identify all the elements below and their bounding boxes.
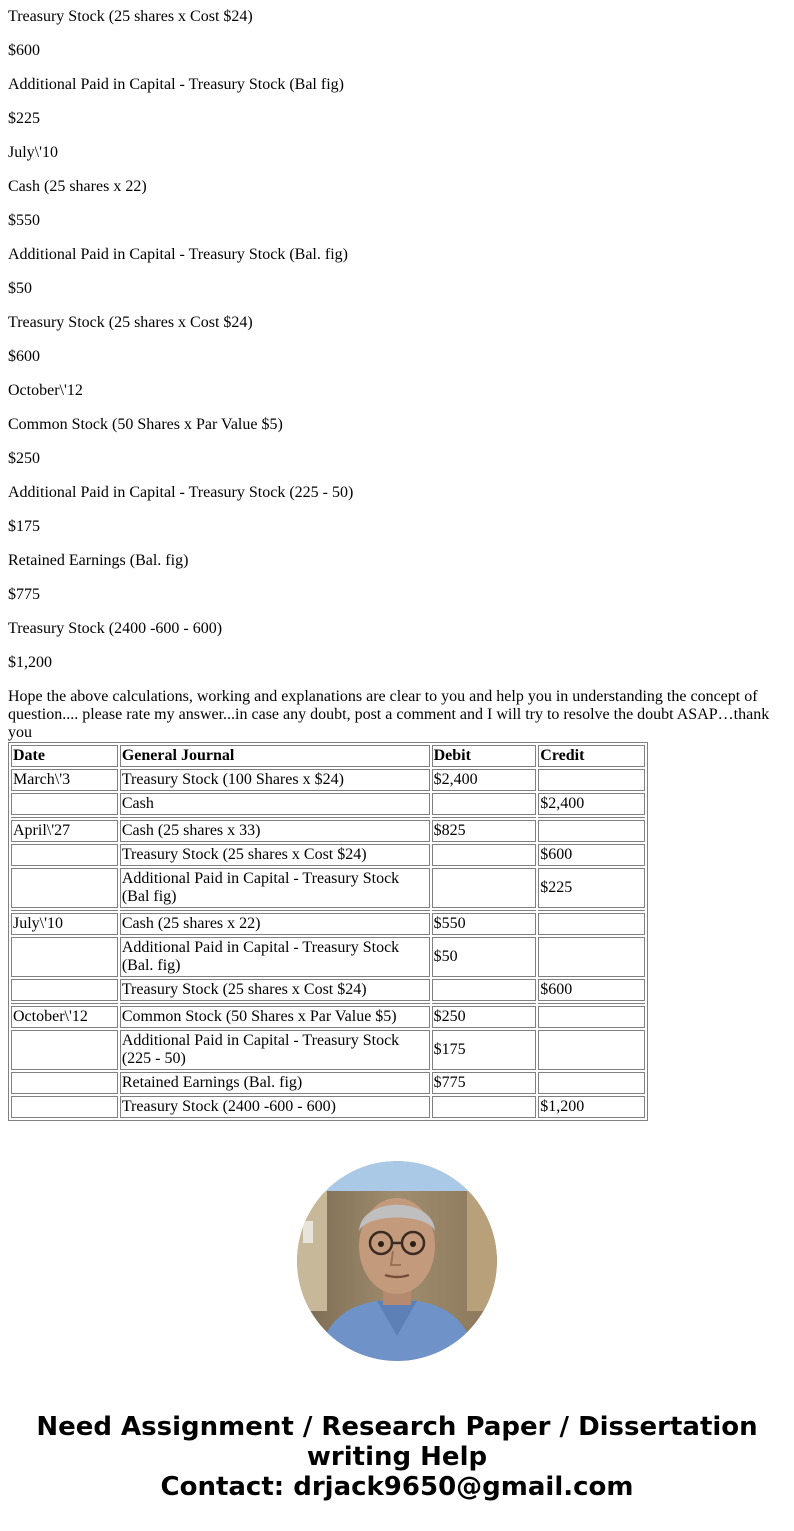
cell-journal: Cash (25 shares x 22) <box>120 913 430 935</box>
journal-paragraph: Common Stock (50 Shares x Par Value $5) <box>8 416 283 433</box>
journal-paragraphs <box>8 8 786 672</box>
table-row <box>11 1030 645 1070</box>
table-row <box>11 820 645 842</box>
cell-debit <box>432 844 537 866</box>
journal-paragraph: Treasury Stock (25 shares x Cost $24) <box>8 8 253 25</box>
cell-date: March\'3 <box>11 769 118 791</box>
cell-journal: Treasury Stock (25 shares x Cost $24) <box>120 979 430 1001</box>
cell-debit: $775 <box>432 1072 537 1094</box>
cell-date <box>11 844 118 866</box>
header-debit: Debit <box>432 745 537 767</box>
cell-credit <box>538 913 645 935</box>
author-photo <box>297 1161 497 1361</box>
cell-date <box>11 793 118 815</box>
header-general-journal: General Journal <box>120 745 430 767</box>
group-separator <box>11 1003 645 1004</box>
cell-date: July\'10 <box>11 913 118 935</box>
cell-date <box>11 937 118 977</box>
cell-credit: $2,400 <box>538 793 645 815</box>
cell-date: April\'27 <box>11 820 118 842</box>
header-date: Date <box>11 745 118 767</box>
cell-debit: $550 <box>432 913 537 935</box>
cell-debit <box>432 793 537 815</box>
cell-debit: $175 <box>432 1030 537 1070</box>
cell-debit <box>432 868 537 908</box>
cell-credit: $1,200 <box>538 1096 645 1118</box>
table-row <box>11 913 645 935</box>
answer-content <box>0 8 794 1121</box>
table-row <box>11 1072 645 1094</box>
journal-paragraph: $600 <box>8 42 40 59</box>
general-journal-table <box>8 742 648 1121</box>
cta-line-2: writing Help <box>306 1442 488 1472</box>
cell-journal: Additional Paid in Capital - Treasury Stock (Bal. fig) <box>120 937 430 977</box>
journal-paragraph: $1,200 <box>8 654 52 671</box>
contact-banner <box>0 1412 794 1502</box>
journal-paragraph: Treasury Stock (2400 -600 - 600) <box>8 620 223 637</box>
cell-credit: $600 <box>538 844 645 866</box>
table-row <box>11 1006 645 1028</box>
cell-debit: $2,400 <box>432 769 537 791</box>
journal-paragraph: $225 <box>8 110 40 127</box>
journal-paragraph: $600 <box>8 348 40 365</box>
journal-paragraph: $175 <box>8 518 40 535</box>
journal-paragraph: Retained Earnings (Bal. fig) <box>8 552 189 569</box>
author-avatar <box>297 1161 497 1361</box>
cell-date <box>11 1096 118 1118</box>
cell-journal: Cash (25 shares x 33) <box>120 820 430 842</box>
cta-line-3: Contact: drjack9650@gmail.com <box>160 1472 634 1502</box>
cell-debit <box>432 1096 537 1118</box>
journal-paragraph: $50 <box>8 280 32 297</box>
cell-journal: Treasury Stock (100 Shares x $24) <box>120 769 430 791</box>
table-row <box>11 937 645 977</box>
cell-journal: Retained Earnings (Bal. fig) <box>120 1072 430 1094</box>
cell-debit: $825 <box>432 820 537 842</box>
journal-body <box>11 769 645 1118</box>
cell-credit: $225 <box>538 868 645 908</box>
closing-paragraph: Hope the above calculations, working and explanations are clear to you and help you in understanding the concept of question.... please rate my answer...in case any doubt, post a comment and I will try to resolve the doubt ASAP…thank you <box>8 688 770 741</box>
table-row <box>11 868 645 908</box>
cell-credit <box>538 937 645 977</box>
cell-credit <box>538 1006 645 1028</box>
cell-debit: $50 <box>432 937 537 977</box>
table-row <box>11 793 645 815</box>
journal-paragraph: October\'12 <box>8 382 83 399</box>
cell-credit <box>538 1072 645 1094</box>
group-separator <box>11 817 645 818</box>
cell-date <box>11 979 118 1001</box>
table-row <box>11 979 645 1001</box>
cell-journal: Cash <box>120 793 430 815</box>
cell-journal: Additional Paid in Capital - Treasury Stock (225 - 50) <box>120 1030 430 1070</box>
cta-line-1: Need Assignment / Research Paper / Dissertation <box>36 1412 758 1442</box>
cell-date <box>11 1072 118 1094</box>
cell-date <box>11 1030 118 1070</box>
cell-debit: $250 <box>432 1006 537 1028</box>
journal-paragraph: Additional Paid in Capital - Treasury Stock (Bal. fig) <box>8 246 348 263</box>
cell-journal: Additional Paid in Capital - Treasury Stock (Bal fig) <box>120 868 430 908</box>
journal-paragraph: July\'10 <box>8 144 58 161</box>
table-row <box>11 844 645 866</box>
table-row <box>11 1096 645 1118</box>
cell-credit: $600 <box>538 979 645 1001</box>
cell-journal: Treasury Stock (25 shares x Cost $24) <box>120 844 430 866</box>
cell-date <box>11 868 118 908</box>
journal-paragraph: Treasury Stock (25 shares x Cost $24) <box>8 314 253 331</box>
cell-journal: Treasury Stock (2400 -600 - 600) <box>120 1096 430 1118</box>
header-credit: Credit <box>538 745 645 767</box>
cell-credit <box>538 820 645 842</box>
table-header-row <box>11 745 645 767</box>
journal-paragraph: Additional Paid in Capital - Treasury Stock (Bal fig) <box>8 76 344 93</box>
group-separator <box>11 910 645 911</box>
journal-paragraph: Cash (25 shares x 22) <box>8 178 147 195</box>
journal-paragraph: $775 <box>8 586 40 603</box>
journal-paragraph: Additional Paid in Capital - Treasury Stock (225 - 50) <box>8 484 354 501</box>
cell-date: October\'12 <box>11 1006 118 1028</box>
cell-debit <box>432 979 537 1001</box>
cell-credit <box>538 769 645 791</box>
journal-paragraph: $550 <box>8 212 40 229</box>
cell-credit <box>538 1030 645 1070</box>
table-row <box>11 769 645 791</box>
cell-journal: Common Stock (50 Shares x Par Value $5) <box>120 1006 430 1028</box>
journal-paragraph: $250 <box>8 450 40 467</box>
